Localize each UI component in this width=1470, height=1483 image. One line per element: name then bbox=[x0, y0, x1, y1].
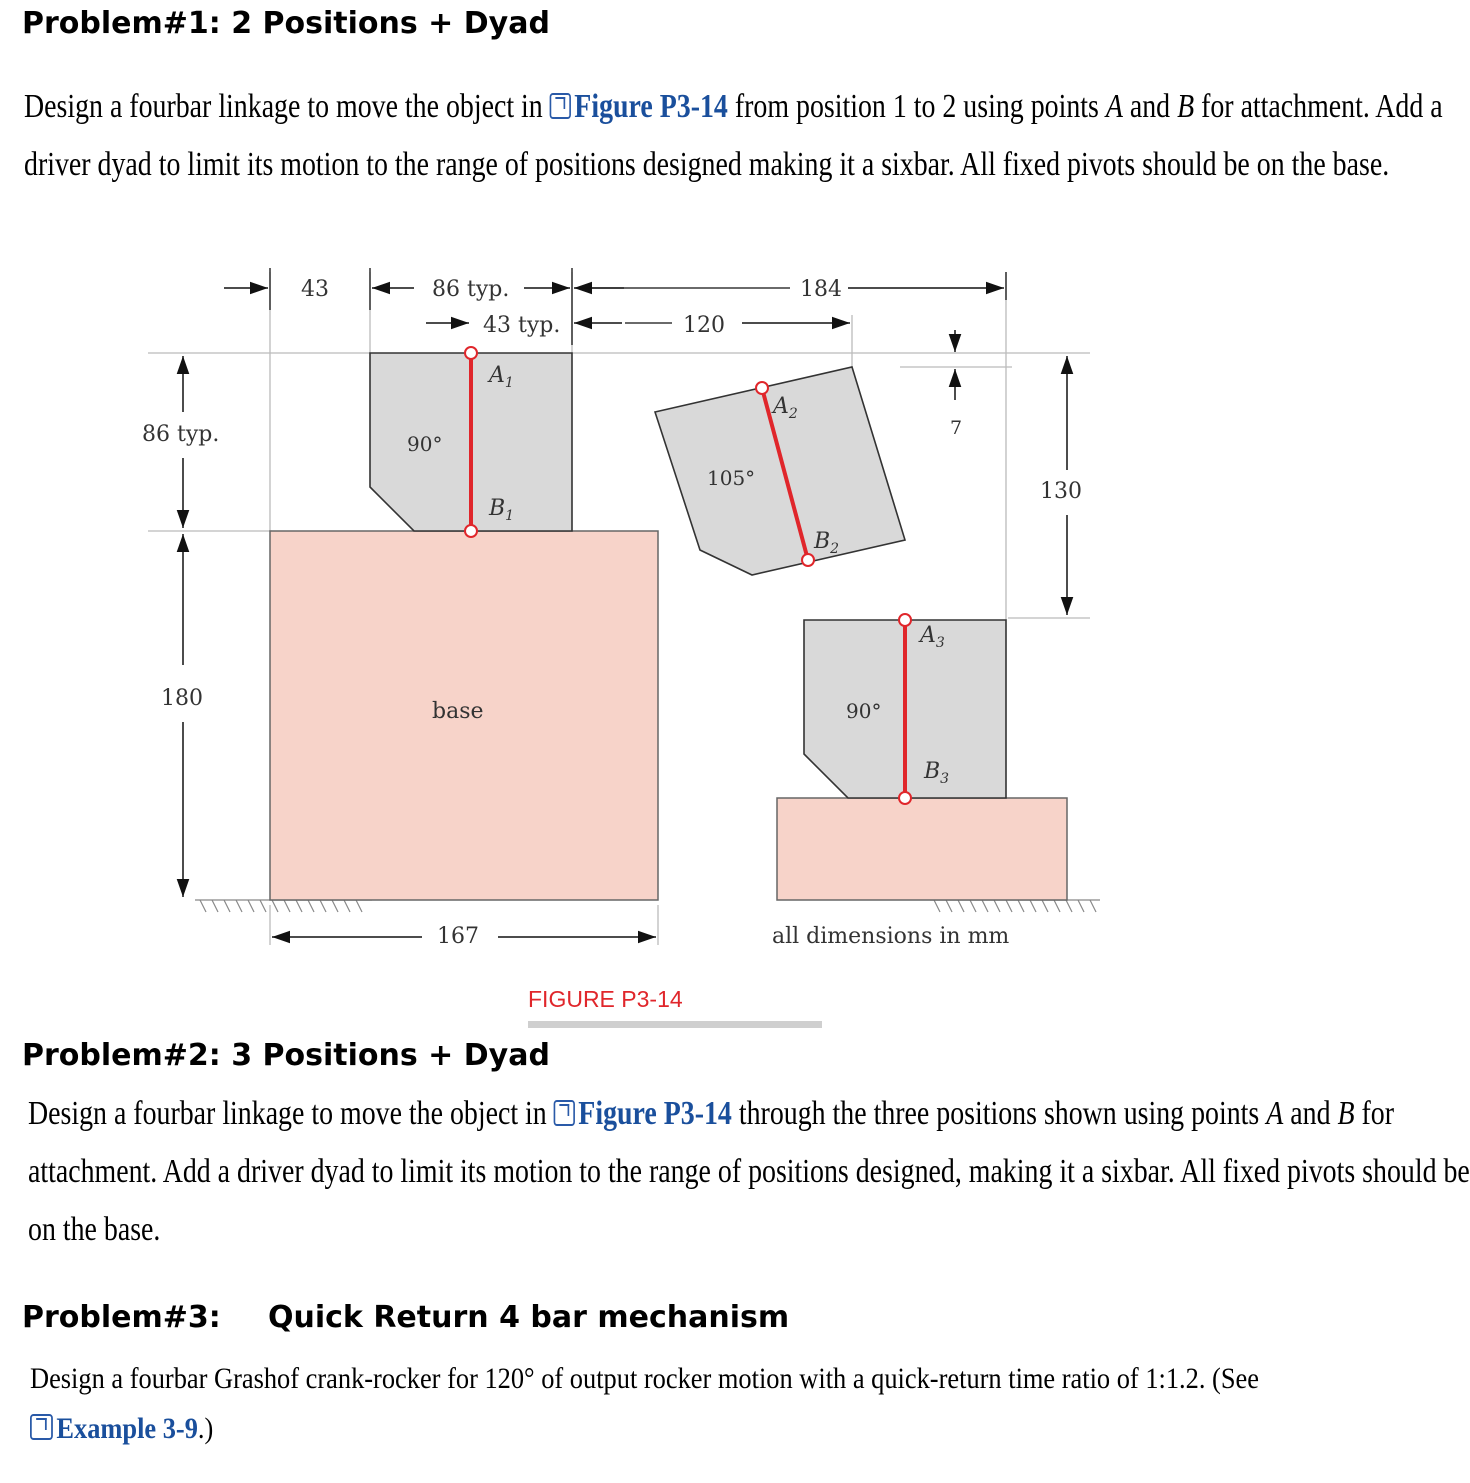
dim-130: 130 bbox=[1040, 479, 1082, 504]
problem1-line1: Design a fourbar linkage to move the object in Figure P3-14 from position 1 to 2 using points A and B for attachment. Add a bbox=[24, 88, 1443, 125]
example-link[interactable]: Example 3-9 bbox=[56, 1412, 198, 1445]
pivot-a1 bbox=[465, 347, 477, 359]
angle-position-3: 90° bbox=[846, 699, 882, 723]
problem2-title: Problem#2: 3 Positions + Dyad bbox=[22, 1038, 550, 1073]
problem1-line2: driver dyad to limit its motion to the range of positions designed making it a sixbar. All fixed pivots should be on the base. bbox=[24, 146, 1390, 183]
problem3-text bbox=[30, 1354, 1259, 1454]
figure-link[interactable]: Figure P3-14 bbox=[574, 88, 728, 125]
pivot-b2 bbox=[802, 554, 814, 566]
ground-hatching bbox=[195, 900, 1100, 912]
label-b3: $B_3$ bbox=[924, 759, 950, 787]
dim-43: 43 bbox=[301, 277, 329, 302]
pivot-b3 bbox=[899, 792, 911, 804]
problem1-text bbox=[24, 78, 1443, 194]
label-b2: $B_2$ bbox=[814, 529, 840, 557]
pivot-b1 bbox=[465, 525, 477, 537]
figure-link[interactable]: Figure P3-14 bbox=[578, 1095, 732, 1132]
dim-86typ-left: 86 typ. bbox=[142, 422, 220, 447]
units-note: all dimensions in mm bbox=[772, 924, 1010, 949]
base-label: base bbox=[432, 699, 484, 724]
figure-caption: FIGURE P3-14 bbox=[528, 986, 683, 1012]
external-link-icon[interactable] bbox=[30, 1414, 53, 1440]
external-link-icon[interactable] bbox=[554, 1100, 575, 1126]
dim-120: 120 bbox=[683, 313, 725, 338]
external-link-icon[interactable] bbox=[550, 93, 571, 119]
dim-167: 167 bbox=[437, 924, 479, 949]
base-right bbox=[777, 798, 1067, 900]
problem3-line2: Example 3-9.) bbox=[30, 1404, 1259, 1454]
label-a3: $A_3$ bbox=[920, 623, 945, 651]
problem2-line3: on the base. bbox=[28, 1211, 161, 1248]
dim-184: 184 bbox=[800, 277, 842, 302]
dim-86typ-top: 86 typ. bbox=[432, 277, 510, 302]
problem2-text bbox=[28, 1085, 1470, 1259]
problem2-line2: attachment. Add a driver dyad to limit its motion to the range of positions designed, making it a sixbar. All fixed pivots should be bbox=[28, 1153, 1470, 1190]
dim-180: 180 bbox=[161, 686, 203, 711]
problem3-title-main: Quick Return 4 bar mechanism bbox=[268, 1300, 790, 1335]
figure-p3-14 bbox=[0, 240, 1406, 1040]
problem3-line1: Design a fourbar Grashof crank-rocker for 120° of output rocker motion with a quick-return time ratio of 1:1.2. (See bbox=[30, 1362, 1259, 1395]
problem1-title: Problem#1: 2 Positions + Dyad bbox=[22, 6, 550, 41]
angle-position-1: 90° bbox=[407, 432, 443, 456]
problem2-line1: Design a fourbar linkage to move the object in Figure P3-14 through the three positions shown using points A and B for bbox=[28, 1095, 1395, 1132]
problem3-title-prefix: Problem#3: bbox=[22, 1300, 221, 1335]
angle-position-2: 105° bbox=[707, 466, 756, 490]
label-a1: $A_1$ bbox=[489, 363, 514, 391]
dim-7: 7 bbox=[950, 417, 963, 439]
dim-43typ: 43 typ. bbox=[483, 313, 561, 338]
pivot-a2 bbox=[756, 382, 768, 394]
pivot-a3 bbox=[899, 614, 911, 626]
label-a2: $A_2$ bbox=[773, 394, 798, 422]
caption-underline bbox=[528, 1021, 822, 1028]
label-b1: $B_1$ bbox=[489, 496, 515, 524]
